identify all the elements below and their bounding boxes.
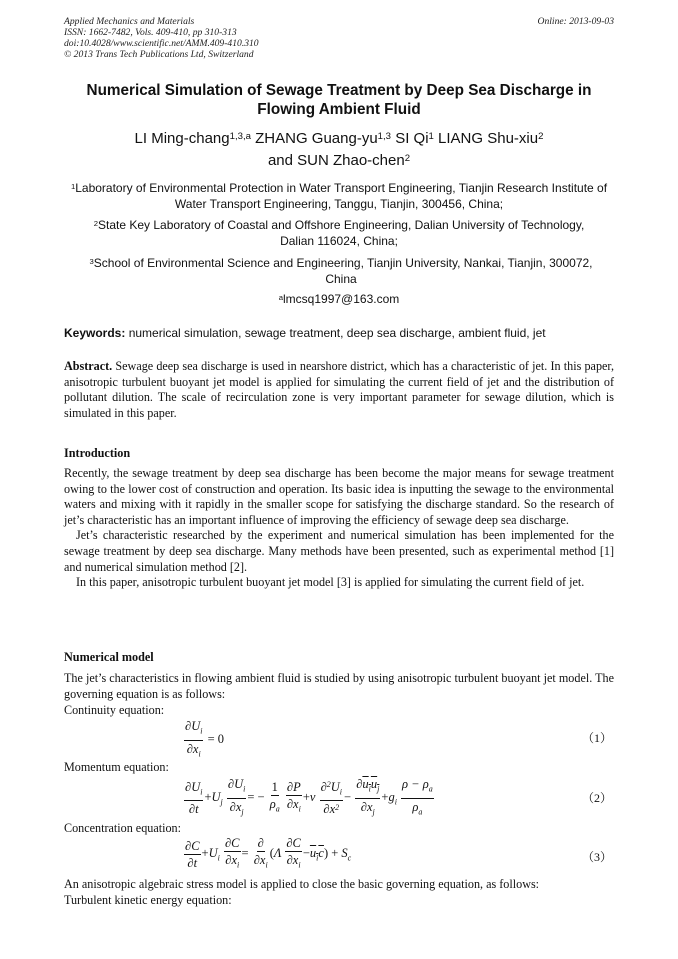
numerical-model-intro: The jet’s characteristics in flowing ambient fluid is studied by using anisotropic turbulent buoyant jet model. The governing equation is as follows: bbox=[64, 671, 614, 701]
introduction-body bbox=[64, 466, 614, 591]
paragraph: An anisotropic algebraic stress model is applied to close the basic governing equation, as follows: bbox=[64, 877, 540, 891]
affiliation-text: Laboratory of Environmental Protection in Water Transport Engineering, Tianjin Research Institute of Water Transport Engineering, Tanggu, Tianjin, 300456, China; bbox=[75, 181, 608, 211]
closing-text bbox=[64, 877, 614, 908]
author-sup: 1,3,a bbox=[229, 130, 251, 142]
issn-line: ISSN: 1662-7482, Vols. 409-410, pp 310-313 bbox=[64, 27, 237, 38]
equation-number: （3） bbox=[582, 850, 613, 864]
affiliation-text: State Key Laboratory of Coastal and Offshore Engineering, Dalian University of Technology, bbox=[98, 218, 585, 232]
keywords-label: Keywords: bbox=[64, 326, 126, 340]
affiliation-text: Dalian 116024, China; bbox=[280, 233, 398, 248]
email bbox=[64, 292, 614, 308]
equation-continuity: $\frac{\partial U_i}{\partial x_i}$ = 0 bbox=[185, 719, 225, 758]
equation-concentration: $\frac{\partial C}{\partial t}$ $+U_i$ $\frac{\partial C}{\partial x_i}$ = $\frac{\partial}{\partial x_i}$ (Λ $\frac{\partial C}{\partial x_i}$ $-u_ic) + S_c$ bbox=[185, 836, 352, 870]
author-name: ZHANG Guang-yu bbox=[255, 130, 378, 147]
running-header bbox=[64, 16, 259, 60]
abstract bbox=[64, 359, 614, 421]
author-name: SUN Zhao-chen bbox=[297, 152, 405, 169]
section-heading-numerical-model: Numerical model bbox=[64, 650, 154, 664]
momentum-label: Momentum equation: bbox=[64, 760, 169, 774]
section-heading-introduction: Introduction bbox=[64, 446, 131, 460]
author-sup: 2 bbox=[538, 130, 544, 142]
abstract-text: Sewage deep sea discharge is used in nearshore district, which has a characteristic of jet. In this paper, anisotropic turbulent buoyant jet model is applied for simulating the current field of jet and the distribution of pollutant dilution. The scale of recirculation zone is very important parameter for sewage dilution, which is simulated in this paper. bbox=[64, 359, 614, 420]
equation-momentum: $\frac{\partial U_i}{\partial t}$ $+U_j$ $\frac{\partial U_i}{\partial x_j}$ = − $\frac{1}{\rho_a}$ $\frac{\partial P}{\partial x_i}$ +ν $\frac{\partial^2U_i}{\partial x^2}$ − $\frac{\partial u_iu_j}{\partial x_j}$ $+g_i$ $\frac{\rho - \rho_a}{\rho_a}$ bbox=[185, 777, 433, 817]
email-address: lmcsq1997@163.com bbox=[283, 292, 400, 306]
affiliation-text: School of Environmental Science and Engineering, Tianjin University, Nankai, Tianjin, 300072, China bbox=[93, 256, 593, 286]
author-name: LIANG Shu-xiu bbox=[438, 130, 539, 147]
paragraph: In this paper, anisotropic turbulent buoyant jet model [3] is applied for simulating the current field of jet. bbox=[76, 575, 585, 590]
abstract-label: Abstract. bbox=[64, 359, 113, 373]
continuity-label: Continuity equation: bbox=[64, 703, 165, 717]
online-date: Online: 2013-09-03 bbox=[537, 16, 614, 27]
affiliation-sup: 3 bbox=[89, 256, 94, 266]
keywords-text: numerical simulation, sewage treatment, deep sea discharge, ambient fluid, jet bbox=[128, 326, 546, 340]
concentration-label: Concentration equation: bbox=[64, 821, 181, 835]
journal-name: Applied Mechanics and Materials bbox=[64, 16, 195, 27]
author-list bbox=[64, 128, 614, 172]
paragraph: Jet’s characteristic researched by the experiment and numerical simulation has been implemented for the sewage treatment by deep sea discharge. Many methods have been presented, such as experimental method [1] and numerical simulation method [2]. bbox=[64, 528, 614, 574]
author-sup: 2 bbox=[404, 152, 411, 164]
author-sup: 1 bbox=[428, 130, 434, 142]
tke-label: Turbulent kinetic energy equation: bbox=[64, 892, 232, 907]
keywords bbox=[64, 326, 614, 342]
affiliation-sup: 1 bbox=[70, 181, 76, 191]
equation-number: （2） bbox=[582, 791, 613, 805]
author-and: and bbox=[267, 152, 293, 169]
copyright-line: © 2013 Trans Tech Publications Ltd, Switzerland bbox=[64, 49, 254, 60]
author-sup: 1,3 bbox=[377, 130, 392, 142]
paragraph: Recently, the sewage treatment by deep sea discharge has been become the major means for sewage treatment owing to the lower cost of construction and operation. Its basic idea is inputting the sewage to the environmental waters and mixing with it rapidly in the smaller scope for satisfying the discharge standard. So the research of jet’s characteristic has an important influence of improving the efficiency of sewage deep sea discharge. bbox=[64, 466, 614, 527]
affiliation-2 bbox=[64, 218, 614, 249]
doi-line: doi:10.4028/www.scientific.net/AMM.409-410.310 bbox=[64, 38, 259, 49]
email-sup: a bbox=[278, 292, 284, 302]
affiliation-1 bbox=[64, 181, 614, 212]
paper-title: Numerical Simulation of Sewage Treatment by Deep Sea Discharge in Flowing Ambient Fluid bbox=[86, 82, 592, 118]
equation-number: （1） bbox=[582, 731, 613, 745]
affiliation-sup: 2 bbox=[93, 218, 98, 228]
author-name: LI Ming-chang bbox=[134, 130, 230, 147]
affiliation-3 bbox=[76, 256, 606, 287]
author-name: SI Qi bbox=[395, 130, 429, 147]
